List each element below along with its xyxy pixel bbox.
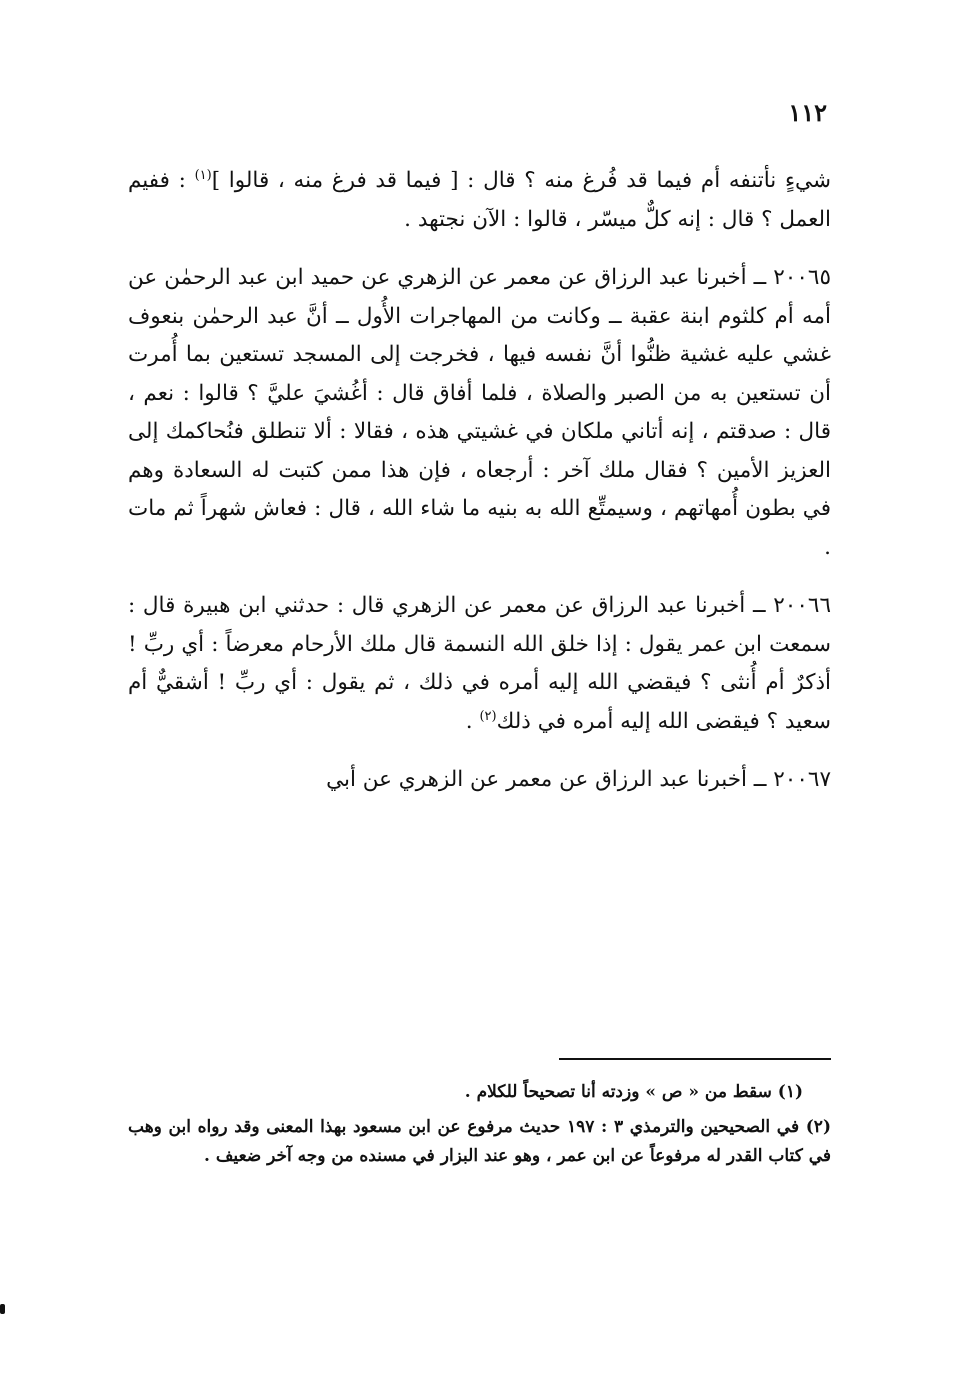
paragraph-text: ٢٠٠٦٥ ــ أخبرنا عبد الرزاق عن معمر عن الزهري عن حميد ابن عبد الرحمٰن عن أمه أم كلثوم ابنة عقبة ــ وكانت من المهاجرات الأُول ــ أنَّ عبد الرحمٰن بنعوف غشي عليه غشية ظنُّوا أنَّ نفسه فيها ، فخرجت إلى المسجد تستعين بما أُمرت أن تستعين به من الصبر والصلاة ، فلما أفاق قال : أغُشيَ عليَّ ؟ قالوا : نعم ، قال : صدقتم ، إنه أتاني ملكان في غشيتي هذه ، فقالا : ألا تنطلق فنُحاكمك إلى العزيز الأمين ؟ فقال ملك آخر : أرجعاه ، فإن هذا ممن كتبت له السعادة وهم في بطون أُمهاتهم ، وسيمتِّع الله به بنيه ما شاء الله ، قال : فعاش شهراً ثم مات .	[128, 265, 831, 560]
main-text	[128, 162, 831, 800]
scan-edge-mark	[0, 1304, 5, 1314]
paragraph-text: ٢٠٠٦٦ ــ أخبرنا عبد الرزاق عن معمر عن الزهري قال : حدثني ابن هبيرة قال : سمعت ابن عمر يقول : إذا خلق الله النسمة قال ملك الأرحام معرضاً : أي ربِّ ! أذكرٌ أم أُنثى ؟ فيقضي الله إليه أمره في ذلك ، ثم يقول : أي ربِّ ! أشقيٌّ أم سعيد ؟ فيقضى الله إليه أمره في ذلك	[128, 593, 831, 734]
footnote-reference: (٢)	[479, 708, 497, 724]
hadith-20065	[128, 259, 831, 567]
hadith-20067	[128, 761, 831, 800]
footnote-2: (٢) في الصحيحين والترمذي ٣ : ١٩٧ حديث مرفوع عن ابن مسعود بهذا المعنى وقد رواه ابن وهب في كتاب القدر له مرفوعاً عن ابن عمر ، وهو عند البزار في مسنده من وجه آخر ضعيف .	[128, 1117, 831, 1166]
paragraph-text: شيءٍ نأتنفه أم فيما قد فُرغ منه ؟ قال : [ فيما قد فرغ منه ، قالوا ]	[211, 168, 831, 193]
hadith-20066	[128, 587, 831, 741]
paragraph-text-after: : ففيم العمل ؟ قال : إنه كلٌّ ميسّر ، قالوا : الآن نجتهد .	[128, 168, 831, 232]
paragraph-continuation	[128, 162, 831, 239]
page-number: ١١٢	[788, 98, 827, 127]
footnote-divider	[559, 1058, 831, 1060]
paragraph-text-after: .	[465, 708, 480, 734]
footnote-reference: (١)	[194, 167, 212, 183]
footnote-1: (١) سقط من « ص » وزدته أنا تصحيحاً للكلام .	[464, 1082, 803, 1102]
paragraph-text: ٢٠٠٦٧ ــ أخبرنا عبد الرزاق عن معمر عن الزهري عن أبي	[326, 767, 831, 792]
footnotes	[128, 1078, 831, 1171]
